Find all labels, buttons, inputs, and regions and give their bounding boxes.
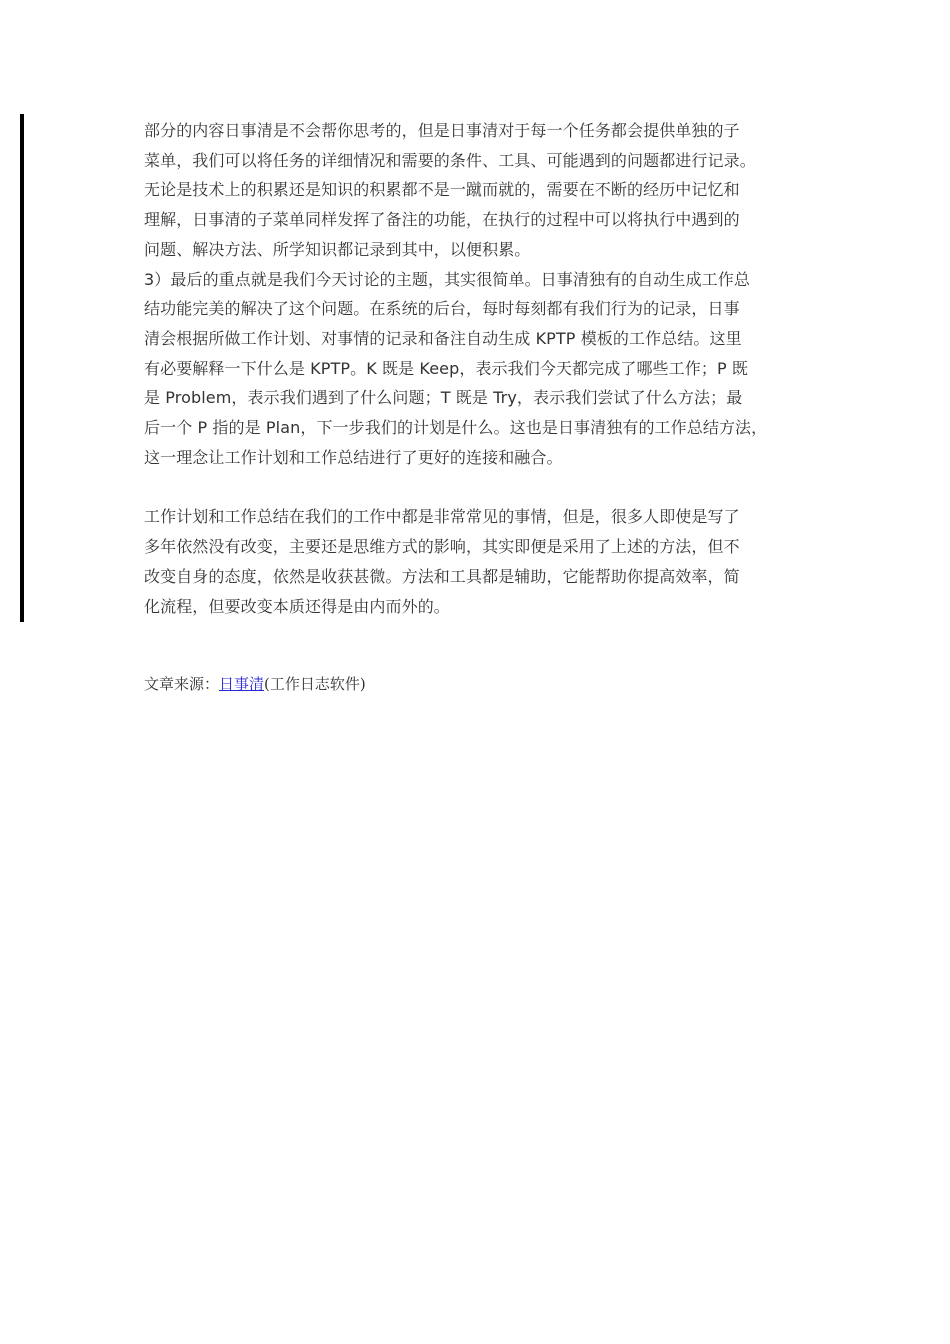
text-line: 多年依然没有改变，主要还是思维方式的影响，其实即便是采用了上述的方法，但不	[144, 537, 740, 557]
text-line: 改变自身的态度，依然是收获甚微。方法和工具都是辅助，它能帮助你提高效率，简	[144, 566, 740, 586]
text-line: 问题、解决方法、所学知识都记录到其中，以便积累。	[144, 239, 531, 259]
text-line: 无论是技术上的积累还是知识的积累都不是一蹴而就的，需要在不断的经历中记忆和	[144, 180, 740, 200]
text-line: 后一个 P 指的是 Plan，下一步我们的计划是什么。这也是日事清独有的工作总结方法，	[144, 418, 768, 438]
text-line: 菜单，我们可以将任务的详细情况和需要的条件、工具、可能遇到的问题都进行记录。	[144, 150, 756, 170]
article-source	[144, 673, 366, 694]
blockquote-bar	[20, 114, 24, 622]
source-suffix: (工作日志软件)	[264, 675, 366, 693]
text-line: 有必要解释一下什么是 KPTP。K 既是 Keep，表示我们今天都完成了哪些工作；P 既	[144, 358, 748, 378]
text-line: 结功能完美的解决了这个问题。在系统的后台，每时每刻都有我们行为的记录，日事	[144, 299, 740, 319]
text-line: 理解，日事清的子菜单同样发挥了备注的功能，在执行的过程中可以将执行中遇到的	[144, 210, 740, 230]
text-line: 3）最后的重点就是我们今天讨论的主题，其实很简单。日事清独有的自动生成工作总	[144, 269, 750, 289]
paragraph-conclusion	[144, 502, 814, 621]
source-link[interactable]: 日事清	[219, 675, 265, 693]
text-line: 这一理念让工作计划和工作总结进行了更好的连接和融合。	[144, 447, 563, 467]
text-line: 清会根据所做工作计划、对事情的记录和备注自动生成 KPTP 模板的工作总结。这里	[144, 328, 742, 348]
paragraph-kptp	[144, 265, 814, 473]
text-line: 部分的内容日事清是不会帮你思考的，但是日事清对于每一个任务都会提供单独的子	[144, 121, 740, 140]
paragraph-subtask-notes	[144, 116, 814, 265]
text-line: 是 Problem，表示我们遇到了什么问题；T 既是 Try，表示我们尝试了什么方法；最	[144, 388, 743, 408]
article-body	[144, 116, 814, 621]
text-line: 工作计划和工作总结在我们的工作中都是非常常见的事情，但是，很多人即使是写了	[144, 507, 740, 527]
paragraph-spacer	[144, 472, 814, 502]
text-line: 化流程，但要改变本质还得是由内而外的。	[144, 596, 450, 616]
source-label: 文章来源：	[144, 675, 220, 693]
